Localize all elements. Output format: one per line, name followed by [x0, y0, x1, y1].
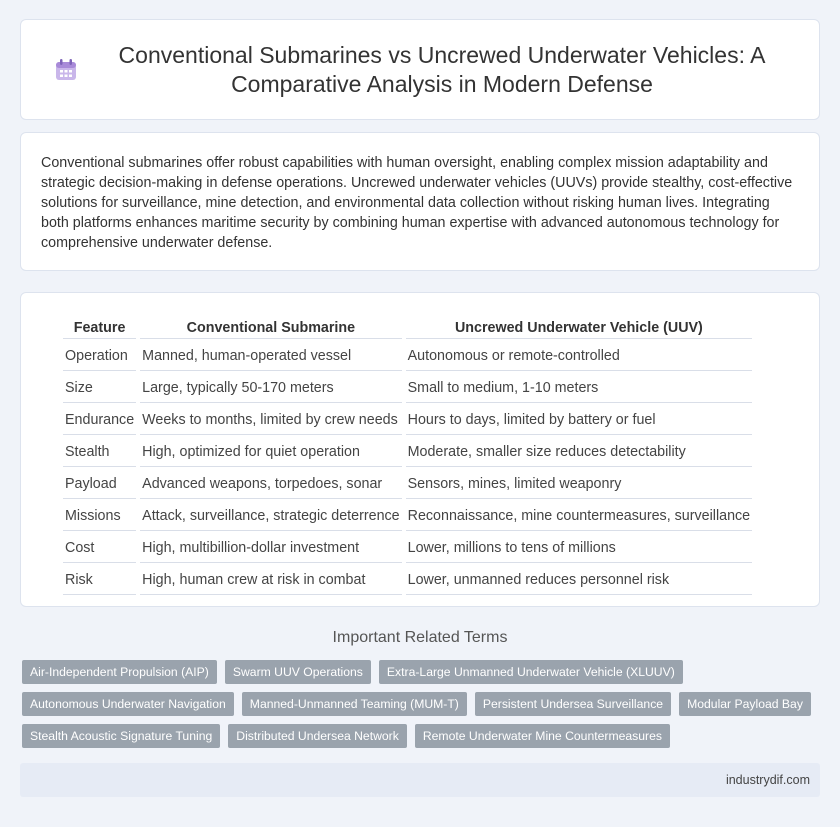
row-uuv-value: Lower, unmanned reduces personnel risk: [406, 565, 753, 595]
title-card: [20, 19, 820, 120]
row-submarine-value: Manned, human-operated vessel: [140, 341, 401, 371]
related-term-tag[interactable]: Modular Payload Bay: [679, 692, 811, 716]
row-feature: Risk: [63, 565, 136, 595]
row-submarine-value: High, multibillion-dollar investment: [140, 533, 401, 563]
header-feature: Feature: [63, 317, 136, 339]
related-terms-list: [22, 660, 822, 748]
row-uuv-value: Lower, millions to tens of millions: [406, 533, 753, 563]
calendar-icon: [53, 57, 79, 83]
header-uuv: Uncrewed Underwater Vehicle (UUV): [406, 317, 753, 339]
row-feature: Stealth: [63, 437, 136, 467]
related-term-tag[interactable]: Autonomous Underwater Navigation: [22, 692, 234, 716]
table-row: [63, 565, 752, 595]
row-uuv-value: Hours to days, limited by battery or fuel: [406, 405, 753, 435]
comparison-table-card: [20, 292, 820, 607]
table-row: [63, 469, 752, 499]
page-title: Conventional Submarines vs Uncrewed Underwater Vehicles: A Comparative Analysis in Modern Defense: [118, 41, 766, 97]
related-terms-heading: Important Related Terms: [332, 629, 508, 646]
row-feature: Endurance: [63, 405, 136, 435]
row-uuv-value: Autonomous or remote-controlled: [406, 341, 753, 371]
related-term-tag[interactable]: Air-Independent Propulsion (AIP): [22, 660, 217, 684]
related-term-tag[interactable]: Remote Underwater Mine Countermeasures: [415, 724, 670, 748]
row-uuv-value: Moderate, smaller size reduces detectability: [406, 437, 753, 467]
row-uuv-value: Small to medium, 1-10 meters: [406, 373, 753, 403]
row-submarine-value: Weeks to months, limited by crew needs: [140, 405, 401, 435]
related-term-tag[interactable]: Manned-Unmanned Teaming (MUM-T): [242, 692, 467, 716]
table-row: [63, 373, 752, 403]
row-feature: Missions: [63, 501, 136, 531]
related-term-tag[interactable]: Swarm UUV Operations: [225, 660, 371, 684]
related-term-tag[interactable]: Extra-Large Unmanned Underwater Vehicle (XLUUV): [379, 660, 683, 684]
row-uuv-value: Reconnaissance, mine countermeasures, surveillance: [406, 501, 753, 531]
footer: [20, 763, 820, 797]
footer-site-link[interactable]: industrydif.com: [725, 773, 810, 787]
row-submarine-value: Advanced weapons, torpedoes, sonar: [140, 469, 401, 499]
header-conventional-submarine: Conventional Submarine: [140, 317, 401, 339]
intro-text: Conventional submarines offer robust capabilities with human oversight, enabling complex mission adaptability and strategic decision-making in defense operations. Uncrewed underwater vehicles (UUVs) provide stealthy, cost-effective solutions for surveillance, mine detection, and environmental data collection without risking human lives. Integrating both platforms enhances maritime security by combining human expertise with advanced autonomous technology for comprehensive underwater defense.: [41, 155, 793, 251]
row-feature: Operation: [63, 341, 136, 371]
comparison-table: [59, 315, 756, 597]
row-submarine-value: Large, typically 50-170 meters: [140, 373, 401, 403]
row-feature: Cost: [63, 533, 136, 563]
table-row: [63, 341, 752, 371]
title-wrap: [53, 41, 787, 99]
intro-card: [20, 132, 820, 271]
row-submarine-value: High, optimized for quiet operation: [140, 437, 401, 467]
table-row: [63, 501, 752, 531]
row-submarine-value: High, human crew at risk in combat: [140, 565, 401, 595]
table-row: [63, 437, 752, 467]
related-term-tag[interactable]: Stealth Acoustic Signature Tuning: [22, 724, 220, 748]
row-feature: Size: [63, 373, 136, 403]
row-feature: Payload: [63, 469, 136, 499]
row-submarine-value: Attack, surveillance, strategic deterrence: [140, 501, 401, 531]
table-header-row: [63, 317, 752, 339]
row-uuv-value: Sensors, mines, limited weaponry: [406, 469, 753, 499]
table-row: [63, 533, 752, 563]
table-row: [63, 405, 752, 435]
related-term-tag[interactable]: Persistent Undersea Surveillance: [475, 692, 671, 716]
related-term-tag[interactable]: Distributed Undersea Network: [228, 724, 407, 748]
